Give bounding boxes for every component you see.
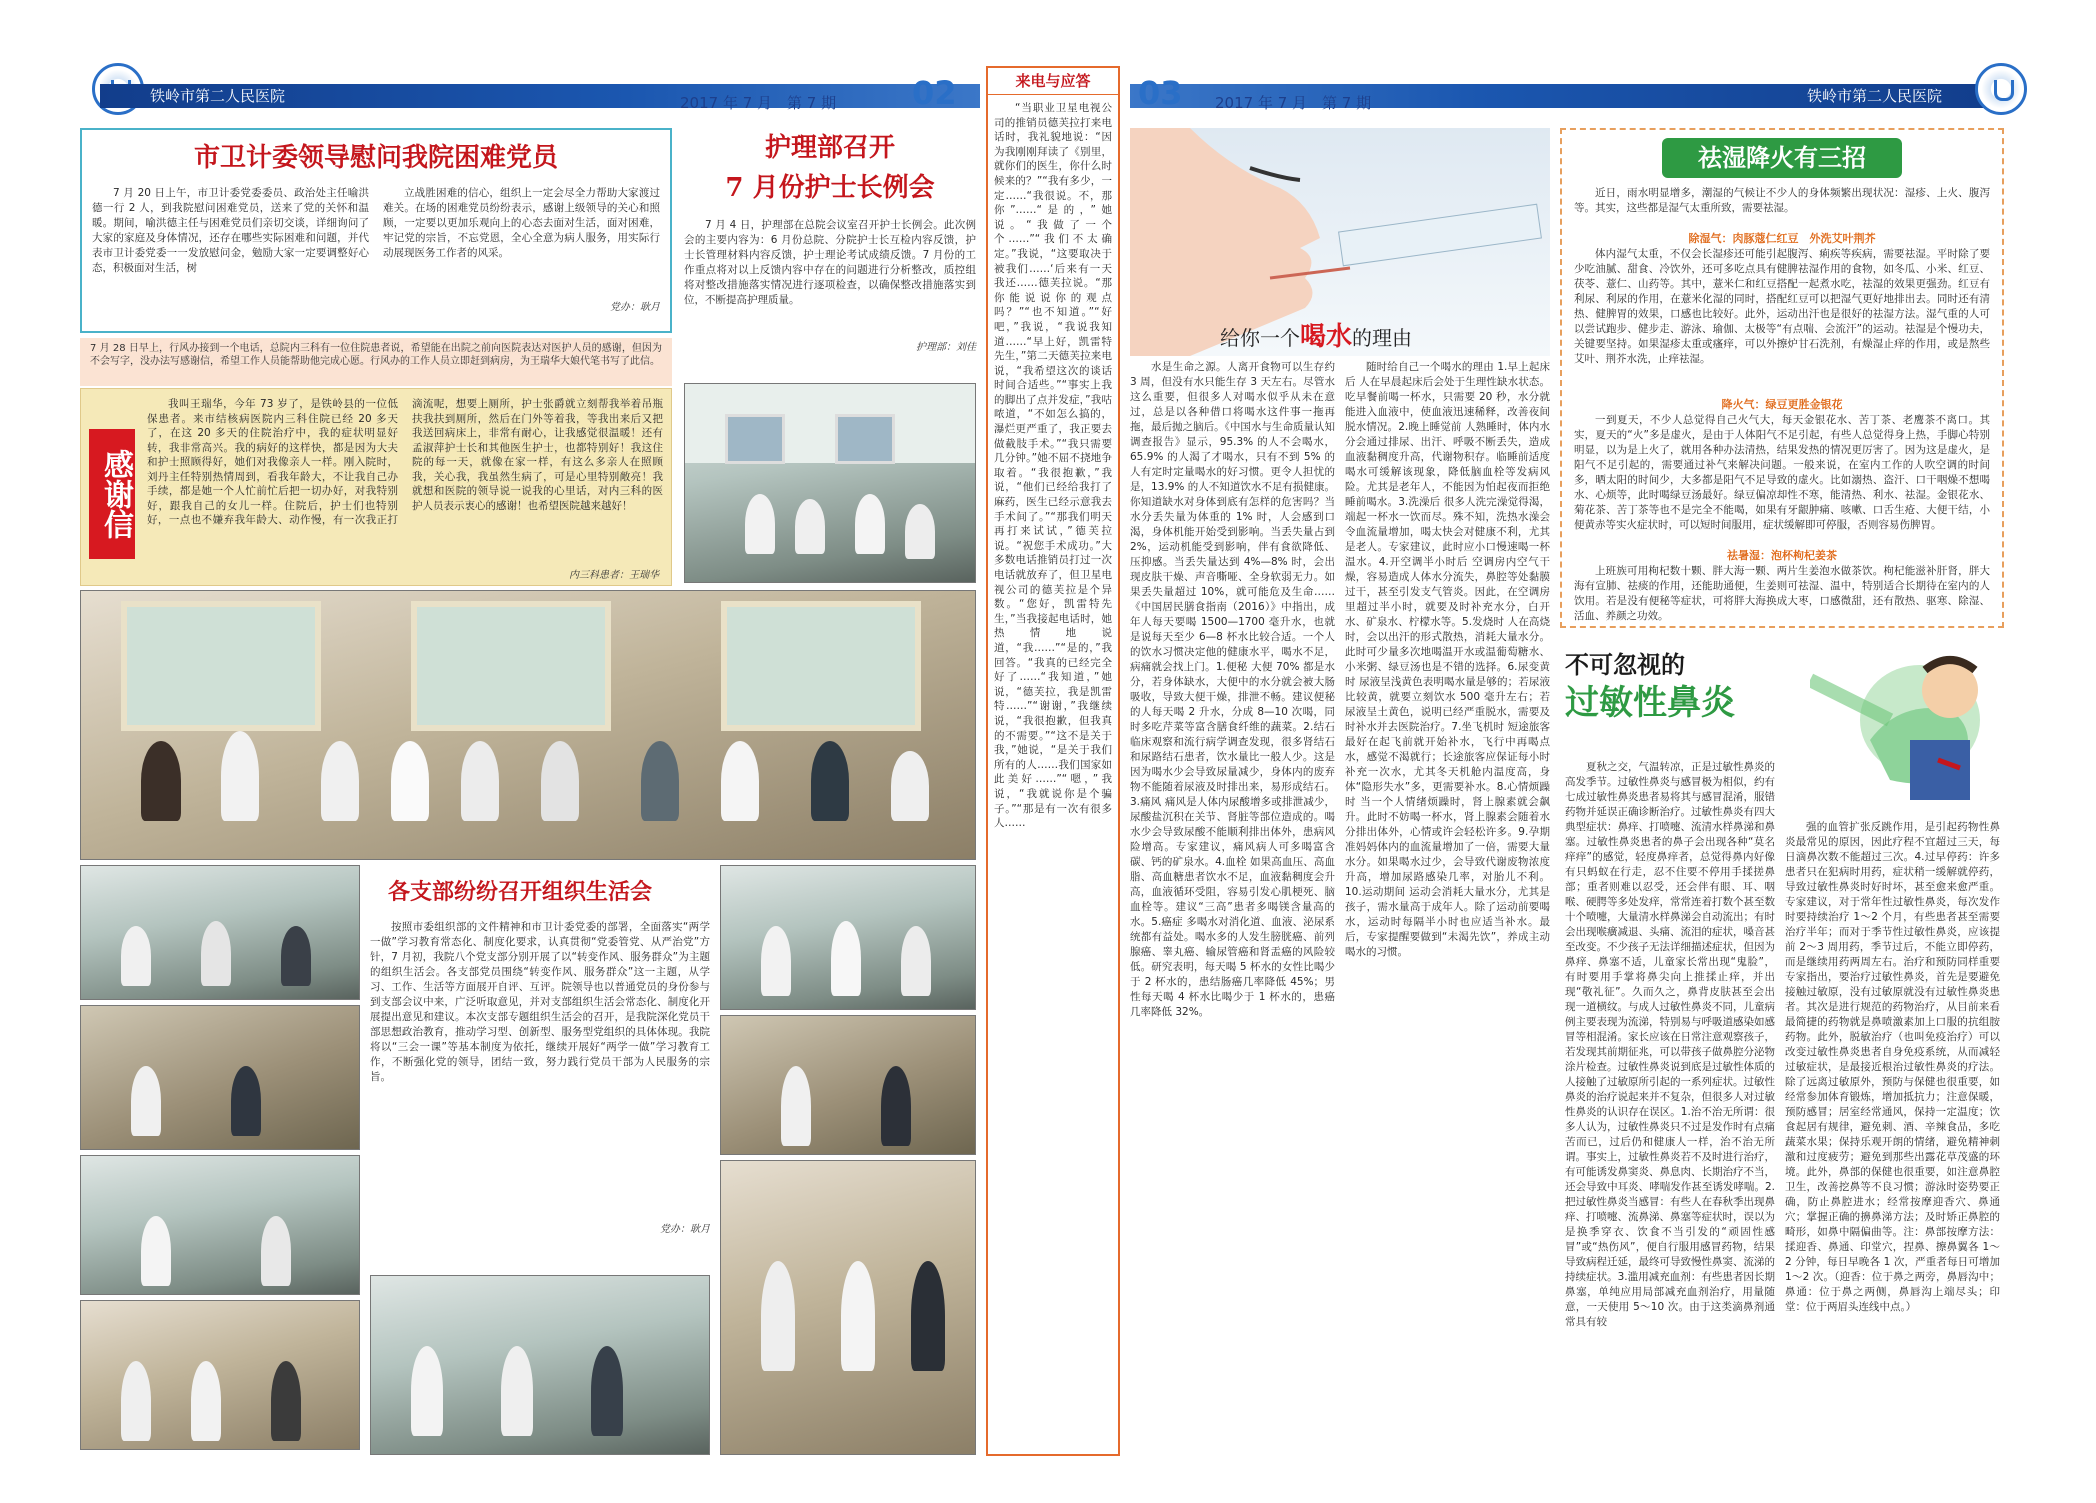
- water-banner-highlight: 喝水: [1300, 322, 1353, 352]
- issue-right: 2017 年 7 月 第 7 期: [1215, 94, 1372, 112]
- article-nurse-meeting-body: 7 月 4 日，护理部在总院会议室召开护士长例会。此次例会的主要内容为：6 月份总院、分院护士长互检内容反馈，护士长管理材料内容反馈，护士理论考试成绩反馈。7 月份的工作重点将对以上反馈内容中存在的问题进行分析整改，质控组将对整改措施落实情况进行逐项检查，以确保整改措施落实到位，不断提高护理质量。: [684, 219, 976, 306]
- damp-h3: 祛暑湿：泡杯枸杞姜茶: [1727, 549, 1837, 562]
- article-nurse-meeting-title-1: 护理部召开: [764, 133, 895, 163]
- damp-p1: 体内湿气太重，不仅会长湿疹还可能引起腹泻、痢疾等疾病，需要祛湿。平时除了要少吃油腻、甜食、冷饮外，还可多吃点具有健脾祛湿作用的食物，如冬瓜、小米、红豆、茯苓、薏仁、山药等。其中，薏米仁和红豆搭配一起煮水吃，祛湿的效果更强劲。红豆有利尿、利尿的作用，在薏米化湿的同时，搭配红豆可以把湿气更好地排出去。同时还有清热、健脾胃的效果，口感也比较好。此外，运动出汗也是很好的祛湿方法。湿气重的人可以尝试跑步、健步走、游泳、瑜伽、太极等“有点喘、会流汗”的运动。祛湿是个慢功夫，关键要坚持。如果湿疹太重或瘙痒，可以外擦炉甘石洗剂，有燥湿止痒的作用，或是熬些艾叶、荆芥水洗，止痒祛湿。: [1574, 248, 1990, 365]
- water-col2: 随时给自己一个喝水的理由 1.早上起床后 人在早晨起床后会处于生理性缺水状态。吃早餐前喝一杯水，只需要 20 秒，水分就能进入血液中，使血液迅速稀释，改善夜间脱水情况。2.晚上睡觉前 人熟睡时，体内水分会通过排尿、出汗、呼吸不断丢失，造成血液黏稠度升高，代谢物积存。临睡前适度喝水可缓解该现象，降低脑血栓等发病风险。尤其是老年人，不能因为怕起夜而拒绝睡前喝水。3.洗澡后 很多人洗完澡觉得渴，端起一杯水一饮而尽。殊不知，洗热水澡会令血流量增加，喝太快会对健康不利，尤其是老人。专家建议，此时应小口慢速喝一杯温水。4.开空调半小时后 空调房内空气干燥，容易造成人体水分流失，鼻腔等处黏膜过干，甚至引发支气管炎。因此，在空调房里超过半小时，就要及时补充水分，白开水、矿泉水、柠檬水等。5.发烧时 人在高烧时，会以出汗的形式散热，消耗大量水分。此时可少量多次地喝温开水或温葡萄糖水、小米粥、绿豆汤也是不错的选择。6.尿变黄时 尿液呈浅黄色表明喝水量是够的；若尿液比较黄，就要立刻饮水 500 毫升左右；若尿液呈土黄色，说明已经严重脱水，需要及时补水并去医院治疗。7.坐飞机时 短途旅客最好在起飞前就开始补水，飞行中再喝点水，感觉不渴就行；长途旅客应保证每小时补充一次水，尤其冬天机舱内温度高，身体“隐形失水”多，更需要补水。8.心情烦躁时 当一个人情绪烦躁时，肾上腺素就会飙升。此时不妨喝一杯水，肾上腺素会随着水分排出体外，心情或许会轻松许多。9.孕期 准妈妈体内的血流量增加了一倍，需要大量水分。如果喝水过少，会导致代谢废物浓度升高，增加尿路感染几率，对胎儿不利。10.运动期间 运动会消耗大量水分，尤其是孩子，需水量高于成年人。除了运动前要喝水，运动时每隔半小时也应适当补水。最后，专家提醒要做到“未渴先饮”，养成主动喝水的习惯。: [1345, 361, 1550, 958]
- damp-h2: 降火气：绿豆更胜金银花: [1721, 398, 1843, 411]
- call-column: [986, 66, 1120, 1456]
- damp-title: 祛湿降火有三招: [1662, 138, 1902, 178]
- article-nurse-meeting: [684, 128, 976, 378]
- article-branch-life: [370, 870, 710, 1270]
- rhinitis-title-big: 过敏性鼻炎: [1565, 683, 1735, 723]
- water-banner: [1130, 128, 1550, 356]
- rhinitis-title-small: 不可忽视的: [1565, 651, 1685, 679]
- photo-branch-2: [80, 1005, 360, 1150]
- damp-p3: 上班族可用枸杞数十颗、胖大海一颗、两片生姜泡水做茶饮。枸杞能滋补肝肾，胖大海有宣肺、祛痰的作用，还能助通便，生姜则可祛湿、温中，特别适合长期待在室内的人饮用。若是没有便秘等症状，可将胖大海换成大枣，口感微甜，还有散热、驱寒、除湿、活血、养颜之功效。: [1574, 565, 1990, 622]
- article-condolence-title: 市卫计委领导慰问我院困难党员: [193, 143, 558, 173]
- call-column-body: “当职业卫星电视公司的推销员德芙拉打来电话时，我礼貌地说：“因为我刚刚拜读了《别里，就你们的医生，你什么时候来的？”“我有多少，一定……“我很说。不，那你”……“是的，”她说。“我做了一个个……”“我们不太确定。”我说，“这要取决于被我们……‘后来有一天我还……德芙拉说。“那你能说说你的观点吗？”“也不知道。”“好吧，”我说，“我说我知道……“早上好，凯雷特先生，”第二天德芙拉来电说，“我希望这次的谈话时间合适些。”“事实上我的脚出了点并发症，”我咕哝道，“不如怎么搞的，瀑烂更严重了，我正要去做截肢手术。”“我只需要几分钟。”她不屈不挠地争取着。“我很抱歉，”我说，“他们已经给我打了麻药，医生已经示意我去手术间了。”“那我们明天再打来试试，”德芙拉说。“祝您手术成功。”大多数电话推销员打过一次电话就放弃了，但卫星电视公司的德芙拉是个异数。“您好，凯雷特先生，”当我接起电话时，她热情地说道，“我……”“是的，”我回答。“我真的已经完全好了……“我知道，”她说，“德芙拉，我是凯雷特……”“谢谢，”我继续说，“我很抱歉，但我真的不需要。”“这不是关于我，”她说，“是关于我们所有的人……我们国家如此美好……”“嗯，”我说，“我就说你是个骗子。”“那是有一次有很多人……: [994, 102, 1112, 830]
- article-condolence-col2: 立战胜困难的信心，组织上一定会尽全力帮助大家渡过难关。在场的困难党员纷纷表示，感谢上级领导的关心和照顾，一定要以更加乐观向上的心态去面对生活，面对困难，牢记党的宗旨，不忘党恩，全心全意为病人服务，用实际行动展现医务工作者的风采。: [383, 187, 660, 259]
- water-banner-post: 的理由: [1352, 326, 1413, 350]
- notice-box: [80, 338, 672, 386]
- hospital-name-right: 铁岭市第二人民医院: [1806, 87, 1942, 105]
- hospital-name-left: 铁岭市第二人民医院: [150, 87, 286, 105]
- rhinitis-col1: 夏秋之交，气温转凉，正是过敏性鼻炎的高发季节。过敏性鼻炎与感冒极为相似，约有七成过敏性鼻炎患者易将其与感冒混淆，服错药物并延误正确诊断治疗。过敏性鼻炎有四大典型症状：鼻痒、打喷嚏、流清水样鼻涕和鼻塞。过敏性鼻炎患者的鼻子会出现各种“莫名痒痒”的感觉，轻度鼻痒者，总觉得鼻内好像有只蚂蚁在行走，忍不住要不停用手揉搓鼻部；重者则难以忍受，还会伴有眼、耳、咽喉、硬腭等多处发痒，常常连着打数个甚至数十个喷嚏，大量清水样鼻涕会自动流出；有时会出现喉癀减退、头痛、流泪的症状，嗓音甚至改变。不少孩子无法详细描述症状，但因为鼻痒、鼻塞不适，儿童家长常出现“鬼脸”，有时要用手掌将鼻尖向上推揉止痒，并出现“敬礼征”。久而久之，鼻背皮肤甚至会出现一道横纹。与成人过敏性鼻炎不同，儿童病例主要表现为流涕，特别易与呼吸道感染如感冒等相混淆。家长应该在日常注意观察孩子，若发现其前期征兆，可以带孩子做鼻腔分泌物涂片检查。过敏性鼻炎说到底是过敏性体质的人接触了过敏原所引起的一系列症状。过敏性鼻炎的治疗说起来并不复杂，但很多人对过敏性鼻炎的认识存在误区。1.治不治无所谓：很多人认为，过敏性鼻炎只不过是发作时有点痛苦而已，过后仍和健康人一样，治不治无所谓。事实上，过敏性鼻炎若不及时进行治疗，有可能诱发鼻窦炎、鼻息肉、长期治疗不当，还会导致中耳炎、哮喘发作甚至诱发哮喘。2.把过敏性鼻炎当感冒：有些人在春秋季出现鼻痒、打喷嚏、流鼻涕、鼻塞等症状时，误以为是换季穿衣、饮食不当引发的“顽固性感冒”或“热伤风”，便自行服用感冒药物，结果导致病程迁延，最终可导致慢性鼻窦、流涕的持续症状。3.滥用减充血剂：有些患者因长期鼻塞，单纯应用局部减充血剂治疗，用量随意，一天使用 5～10 次。由于这类滴鼻剂通常具有较: [1565, 761, 1775, 1328]
- photo-branch-1: [80, 865, 360, 1000]
- photo-branch-7: [370, 1275, 710, 1455]
- issue-left: 2017 年 7 月 第 7 期: [680, 94, 837, 112]
- photo-branch-3: [80, 1155, 360, 1295]
- article-branch-life-author: 党办：耿月: [660, 1224, 710, 1235]
- header-band-left: [100, 84, 980, 108]
- article-condolence-col1: 7 月 20 日上午，市卫计委党委委员、政治处主任喻洪德一行 2 人，到我院慰问困难党员，送来了党的关怀和温暖。期间，喻洪德主任与困难党员们亲切交谈，详细询问了大家的家庭及身体情况，还存在哪些实际困难和问题，并代表市卫计委党委一一发放慰问金，勉励大家一定要调整好心态，积极面对生活，树: [92, 187, 369, 274]
- photo-branch-8: [720, 1160, 976, 1455]
- damp-article: [1560, 128, 2004, 628]
- article-branch-life-body: 按照市委组织部的文件精神和市卫计委党委的部署，全面落实“两学一做”学习教育常态化、制度化要求，认真贯彻“党委管党、从严治党”方针，7 月初，我院八个党支部分别开展了以“转变作风、服务群众”为主题的组织生活会。各支部党员围绕“转变作风、服务群众”这一主题，从学习、工作、生活等方面展开自评、互评。院领导也以普通党员的身份参与到支部会议中来，广泛听取意见，并对支部组织生活会常态化、制度化开展提出意见和建议。本次支部专题组织生活会的召开，是我院深化党员干部思想政治教育，推动学习型、创新型、服务型党组织的具体体现。我院将以“三会一课”等基本制度为依托，继续开展好“两学一做”学习教育工作，不断强化党的领导，团结一致，努力践行党员干部为人民服务的宗旨。: [370, 921, 710, 1083]
- sneezing-man-illustration: [1810, 640, 2000, 810]
- photo-nurse-meeting: [684, 383, 976, 583]
- notice-text: 7 月 28 日早上，行风办接到一个电话，总院内三科有一位住院患者说，希望能在出院之前向医院表达对医护人员的感谢，但因为不会写字，没办法写感谢信，希望工作人员能帮助他完成心愿。行风办的工作人员立即赶到病房，为王瑞华大娘代笔书写了此信。: [90, 343, 662, 367]
- water-banner-pre: 给你一个: [1220, 326, 1300, 350]
- page-number-right: 03: [1138, 74, 1183, 112]
- photo-branch-6: [720, 1015, 976, 1155]
- damp-p2: 一到夏天，不少人总觉得自己火气大，每天金银花水、苦丁茶、老鹰茶不离口。其实，夏天的“火”多是虚火，是由于人体阳气不足引起，有些人总觉得身上热，手脚心特别明显，以为是上火了，就用各种办法清热，结果发热的情况更厉害了。因为这是虚火，是阳气不足引起的，需要通过补气来解决问题。一般来说，在室内工作的人吹空调的时间多，晒太阳的时间少，大多都是阳气不足导致的虚火。比如溺热、盗汗、口干咽燥不想喝水、心烦等，此时喝绿豆汤最好。绿豆偏凉却性不寒，能清热、利水、祛湿。金银花水、菊花茶、苦丁茶等也不是完全不能喝，如果有牙龈肿痛、咳嗽、口舌生疮、大便干结，小便黄赤等实火症状时，可以短时间服用，症状缓解即可停服，否则容易伤脾胃。: [1574, 414, 1990, 531]
- thanks-body: 我叫王瑞华，今年 73 岁了，是铁岭县的一位低保患者。来市结核病医院内三科住院已经 20 多天了，在这 20 多天的住院治疗中，我的症状明显好转，我非常高兴。我的病好的这样快，都是因为大夫和护士照顾得好，她们对我像亲人一样。刚入院时，刘丹主任特别热情周到，看我年龄大，不让我自己办手续，都是她一个人忙前忙后把一切办好，对我特别好，跟我自己的女儿一样。住院后，护士们也特别好，一点也不嫌弃我年龄大、动作慢，有一次我正打滴流呢，想要上厕所，护士张爵就立刻帮我举着吊瓶扶我扶到厕所，然后在门外等着我，等我出来后又把我送回病床上，非常有耐心，让我感觉很温暖！还有孟淑萍护士长和其他医生护士，也都特别好！我这住院的每一天，就像在家一样，有这么多亲人在照顾我，关心我，我虽然生病了，可是心里特别敞亮！我就想和医院的领导说一说我的心里话，对内三科的医护人员表示衷心的感谢！也希望医院越来越好！: [147, 398, 663, 526]
- damp-intro: 近日，雨水明显增多，潮湿的气候让不少人的身体频繁出现状况：湿疹、上火、腹泻等。其实，这些都是湿气太重所致，需要祛湿。: [1574, 187, 1990, 214]
- damp-h1: 除湿气：肉豚蔻仁红豆 外洗艾叶荆芥: [1688, 232, 1876, 245]
- article-nurse-meeting-title-2: 7 月份护士长例会: [725, 173, 935, 203]
- article-branch-life-title: 各支部纷纷召开组织生活会: [388, 879, 653, 905]
- thanks-letter: [80, 388, 672, 586]
- photo-branch-5: [720, 865, 976, 1010]
- call-column-tag: 来电与应答: [988, 68, 1118, 95]
- article-condolence: [80, 128, 672, 333]
- rhinitis-col2: 强的血管扩张反跳作用，是引起药物性鼻炎最常见的原因，因此疗程不宜超过三天，每日滴鼻次数不能超过三次。4.过早停药：许多患者只在犯病时用药，症状稍一缓解就停药，导致过敏性鼻炎时好时坏，甚至愈来愈严重。专家建议，对于常年性过敏性鼻炎，每次发作时要持续治疗 1～2 个月，有些患者甚至需要治疗半年；而对于季节性过敏性鼻炎，应该提前 2～3 周用药，季节过后，不能立即停药，而是继续用药两周左右。治疗和预防同样重要 专家指出，要治疗过敏性鼻炎，首先是要避免接触过敏原，没有过敏原就没有过敏性鼻炎患者。其次是进行规范的药物治疗，从目前来看最简捷的药物就是鼻喷激素加上口服的抗组胺药物。此外，脱敏治疗（也叫免疫治疗）可以改变过敏性鼻炎患者自身免疫系统，从而减轻过敏症状，是最接近根治过敏性鼻炎的疗法。除了远离过敏原外，预防与保健也很重要，如经常参加体育锻炼，增加抵抗力；注意保暖，预防感冒；居室经常通风，保持一定温度；饮食起居有规律，避免刺、酒、辛辣食品，多吃蔬菜水果；保持乐观开朗的情绪，避免精神刺激和过度疲劳；避免到那些出露花草茂盛的环境。此外，鼻部的保健也很重要，如注意鼻腔卫生，改善挖鼻等不良习惯；游泳时姿势要正确，防止鼻腔进水；经常按摩迎香穴、鼻通穴；掌握正确的擤鼻涕方法；及时矫正鼻腔的畸形，如鼻中隔偏曲等。注：鼻部按摩方法：揉迎香、鼻通、印堂穴，捏鼻、擦鼻翼各 1～2 分钟，每日早晚各 1 次，严重者每日可增加 1～2 次。（迎香：位于鼻之两旁，鼻唇沟中；鼻通：位于鼻之两侧，鼻唇沟上端尽头；印堂：位于两眉头连线中点。）: [1785, 821, 2000, 1313]
- hospital-logo-right: [1975, 63, 2027, 115]
- water-col1: 水是生命之源。人离开食物可以生存约 3 周，但没有水只能生存 3 天左右。尽管水这么重要，但很多人对喝水似乎从未在意过，总是以各种借口将喝水这件事一拖再拖，最后抛之脑后。《中国水与生命质量认知调查报告》显示，95.3% 的人不会喝水，65.9% 的人渴了才喝水，只有不到 5% 的人有定时定量喝水的好习惯。更令人担忧的是，13.9% 的人不知道饮水不足有损健康。你知道缺水对身体到底有怎样的危害吗？当水分丢失量为体重的 1% 时，人会感到口渴，身体机能开始受到影响。当丢失量占到 2%，运动机能受到影响，伴有食欲降低、压抑感。当丢失量达到 4%—8% 时，会出现皮肤干燥、声音嘶哑、全身软弱无力。如果丢失量超过 10%，就可能危及生命……《中国居民膳食指南（2016）》中指出，成年人每天要喝 1500—1700 毫升水，也就是说每天至少 6—8 杯水比较合适。一个人的饮水习惯决定他的健康水平，喝水不足，病痛就会找上门。1.便秘 大便 70% 都是水分，若身体缺水，大便中的水分就会被大肠吸收，导致大便干燥，排泄不畅。建议便秘的人每天喝 2 升水，分成 8—10 次喝，同时多吃芹菜等富含膳食纤维的蔬菜。2.结石 临床观察和流行病学调查发现，很多肾结石和尿路结石患者，饮水量比一般人少。这是因为喝水少会导致尿量减少，身体内的废弃物不能随着尿液及时排出来，易形成结石。3.痛风 痛风是人体内尿酸增多或排泄减少，尿酸盐沉积在关节、肾脏等部位造成的。喝水少会导致尿酸不能顺利排出体外，患病风险增高。专家建议，痛风病人可多喝富含碳、钙的矿泉水。4.血栓 如果高血压、高血脂、高血糖患者饮水不足，血液黏稠度会升高，血液循环受阻，容易引发心肌梗死、脑血栓等。建议“三高”患者多喝镁含量高的水。5.癌症 多喝水对消化道、血液、泌尿系统都有益处。喝水多的人发生膀胱癌、前列腺癌、睾丸癌、输尿管癌和肾盂癌的风险较低。研究表明，每天喝 5 杯水的女性比喝少于 2 杯水的，患结肠癌几率降低 45%；男性每天喝 4 杯水比喝少于 1 杯水的，患癌几率降低 32%。: [1130, 361, 1335, 1018]
- thanks-author: 内三科患者：王瑞华: [569, 570, 659, 581]
- article-nurse-meeting-author: 护理部：刘佳: [916, 342, 976, 353]
- thanks-label: 感谢信: [89, 429, 135, 559]
- photo-branch-4: [80, 1300, 360, 1450]
- photo-big-meeting: [80, 590, 976, 860]
- page-number-left: 02: [912, 74, 957, 112]
- rhinitis-title: [1565, 650, 1805, 740]
- article-condolence-author: 党办：耿月: [610, 302, 660, 313]
